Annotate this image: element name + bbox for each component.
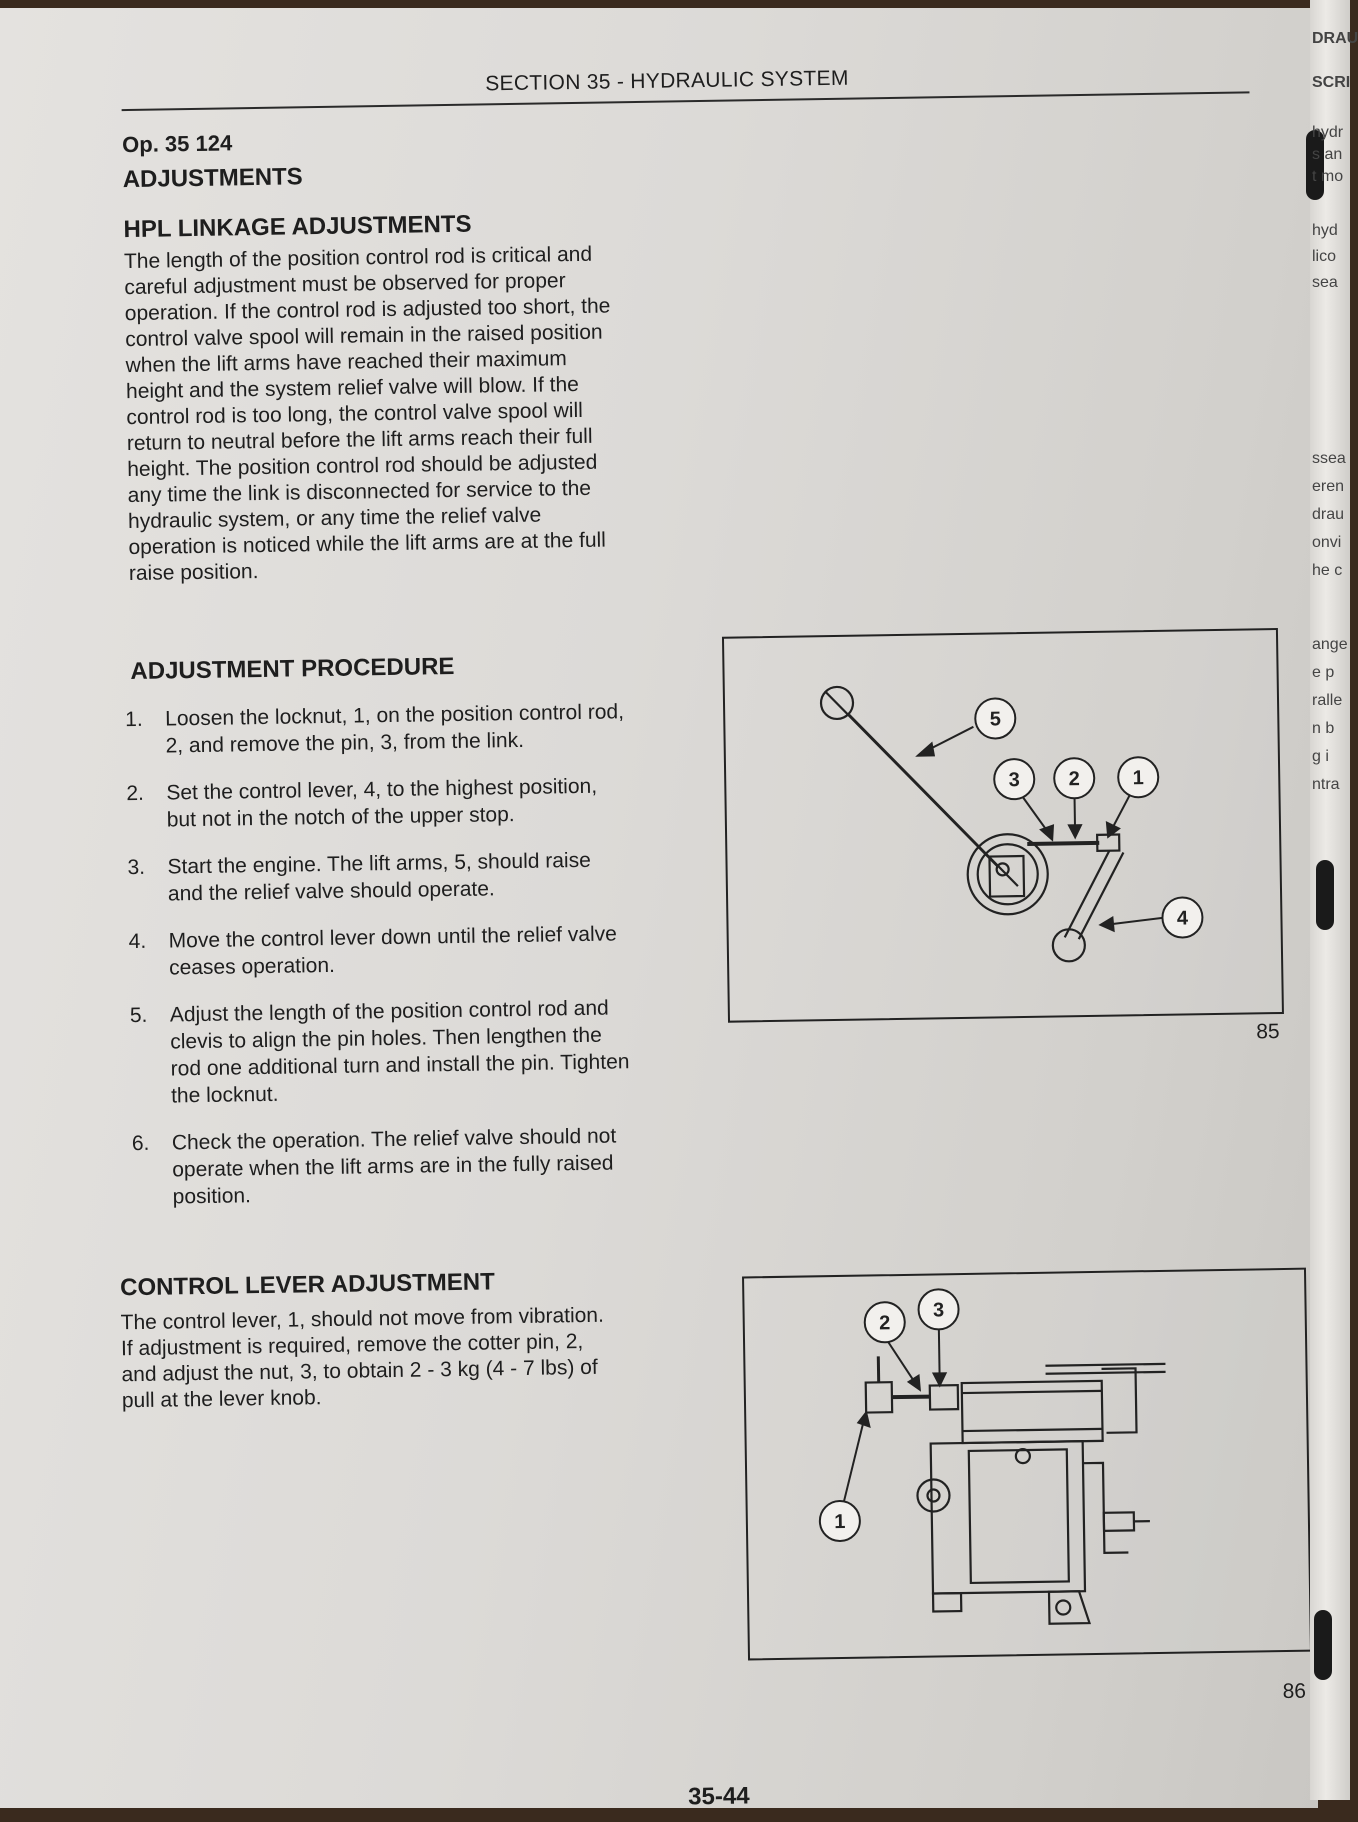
procedure-step [125, 698, 666, 760]
page-number: 35-44 [688, 1782, 750, 1811]
hpl-paragraph [124, 241, 657, 587]
section-header: SECTION 35 - HYDRAULIC SYSTEM [485, 67, 849, 97]
procedure-step [128, 920, 669, 982]
edge-fragment: g i [1312, 748, 1348, 766]
edge-fragment: hydr [1312, 124, 1348, 142]
step-line: Loosen the locknut, 1, on the position control rod, [165, 698, 665, 733]
manual-page [0, 8, 1318, 1808]
step-line: clevis to align the pin holes. Then lengthen the [170, 1021, 670, 1056]
header-rule [122, 91, 1250, 111]
callout-4: 4 [1177, 907, 1189, 929]
arrow-3 [1041, 826, 1053, 840]
edge-fragment: ntra [1312, 776, 1348, 794]
valve-upper-line [962, 1391, 1102, 1393]
control-valve-diagram [744, 1270, 1310, 1659]
side-bolt [1104, 1512, 1134, 1530]
step-line: operate when the lift arms are in the fully raised [172, 1149, 672, 1184]
step-line: ceases operation. [169, 947, 669, 982]
hpl-line: any time the link is disconnected for service to the [127, 475, 655, 509]
hpl-line: control rod is too long, the control valve spool will [126, 397, 654, 431]
upper-rod [1046, 1372, 1166, 1374]
step-line: but not in the notch of the upper stop. [167, 799, 667, 834]
step-line: rod one additional turn and install the pin. Tighten [170, 1048, 670, 1083]
edge-fragment: t mo [1312, 168, 1348, 186]
edge-fragment: ssea [1312, 450, 1348, 468]
next-page-edge [1310, 0, 1350, 1800]
step-line: 2, and remove the pin, 3, from the link. [165, 725, 665, 760]
hpl-line: height. The position control rod should be adjusted [127, 449, 655, 483]
step-line: Set the control lever, 4, to the highest position, [166, 772, 666, 807]
hpl-line: control valve spool will remain in the raised position [125, 319, 653, 353]
step-line: Move the control lever down until the relief valve [168, 920, 668, 955]
callout-3: 3 [1009, 769, 1020, 791]
step-number: 2. [126, 780, 144, 807]
control-lever-knob [1053, 929, 1085, 961]
arrow-86-1 [858, 1413, 869, 1427]
hpl-line: height and the system relief valve will blow. If the [126, 371, 654, 405]
edge-fragment: SCRI [1312, 74, 1348, 92]
control-lever-line: and adjust the nut, 3, to obtain 2 - 3 kg (4 - 7 lbs) of [121, 1353, 681, 1388]
arrow-86-2 [909, 1376, 920, 1390]
step-number: 3. [127, 854, 145, 881]
arrow-86-3 [934, 1373, 946, 1385]
callout-1: 1 [1133, 767, 1144, 789]
upper-rod [1045, 1364, 1165, 1366]
edge-fragment: eren [1312, 478, 1348, 496]
edge-fragment: ange [1312, 636, 1348, 654]
callout-86-1: 1 [834, 1511, 845, 1533]
hpl-line: The length of the position control rod is critical and [124, 241, 652, 275]
edge-fragment: sea [1312, 274, 1348, 292]
control-lever-line: pull at the lever knob. [122, 1379, 682, 1414]
valve-port [917, 1479, 949, 1511]
step-number: 5. [130, 1002, 148, 1029]
arrow-4 [1100, 918, 1113, 931]
arrow-5 [918, 743, 934, 755]
valve-main-body [931, 1441, 1085, 1593]
valve-right-bracket [1102, 1368, 1137, 1433]
edge-fragment: e p [1312, 664, 1348, 682]
edge-fragment: ralle [1312, 692, 1348, 710]
procedure-steps [125, 698, 673, 1231]
binding-hole [1316, 860, 1334, 930]
linkage-diagram [724, 630, 1282, 1021]
figure-86-number: 86 [1282, 1680, 1306, 1704]
callout-5: 5 [990, 708, 1001, 730]
control-lever-line: If adjustment is required, remove the cotter pin, 2, [121, 1327, 681, 1362]
figure-86 [742, 1268, 1312, 1661]
edge-fragment: n b [1312, 720, 1348, 738]
edge-fragment: onvi [1312, 534, 1348, 552]
control-lever-line: The control lever, 1, should not move from vibration. [120, 1301, 680, 1336]
edge-fragment: lico [1312, 248, 1348, 266]
valve-port-inner [927, 1489, 939, 1501]
step-line: Adjust the length of the position control rod and [170, 994, 670, 1029]
edge-fragment: s an [1312, 146, 1348, 164]
edge-fragment: he c [1312, 562, 1348, 580]
control-lever-paragraph [120, 1301, 682, 1414]
lever-shaft [892, 1397, 930, 1398]
hpl-line: operation is noticed while the lift arms are at the full [128, 527, 656, 561]
adjusting-nut [930, 1385, 958, 1409]
valve-side-plate [1083, 1462, 1128, 1553]
control-lever-bracket [866, 1382, 892, 1412]
procedure-step [132, 1122, 673, 1211]
hpl-line: operation. If the control rod is adjusted too short, the [125, 293, 653, 327]
base-bolt [933, 1593, 961, 1611]
step-line: and the relief valve should operate. [168, 873, 668, 908]
procedure-step [127, 846, 668, 908]
binding-hole [1314, 1610, 1332, 1680]
step-line: Check the operation. The relief valve should not [172, 1122, 672, 1157]
figure-85 [722, 628, 1284, 1023]
edge-fragment: DRAU [1312, 30, 1348, 48]
adjustments-heading: ADJUSTMENTS [122, 163, 302, 194]
base-nut [1056, 1600, 1070, 1614]
control-lever-heading: CONTROL LEVER ADJUSTMENT [120, 1268, 495, 1302]
procedure-step [130, 994, 672, 1110]
leader-86-2 [887, 1340, 916, 1384]
figure-85-number: 85 [1256, 1020, 1280, 1044]
hpl-line: raise position. [129, 553, 657, 587]
callout-86-3: 3 [933, 1299, 944, 1321]
arrow-2 [1069, 825, 1081, 837]
hpl-line: careful adjustment must be observed for proper [124, 267, 652, 301]
hpl-line: when the lift arms have reached their maximum [125, 345, 653, 379]
valve-upper-line [962, 1429, 1102, 1431]
step-number: 1. [125, 706, 143, 733]
callout-86-2: 2 [879, 1312, 890, 1334]
callout-2: 2 [1069, 768, 1080, 790]
step-line: position. [172, 1176, 672, 1211]
op-number: Op. 35 124 [122, 130, 232, 158]
step-line: Start the engine. The lift arms, 5, should raise [167, 846, 667, 881]
position-control-rod [1027, 843, 1099, 844]
hpl-line: hydraulic system, or any time the relief valve [128, 501, 656, 535]
procedure-heading: ADJUSTMENT PROCEDURE [130, 653, 454, 686]
hpl-heading: HPL LINKAGE ADJUSTMENTS [123, 211, 471, 244]
leader-4 [1106, 918, 1162, 925]
leader-86-3 [939, 1329, 940, 1377]
step-line: the locknut. [171, 1075, 671, 1110]
step-number: 4. [128, 928, 146, 955]
step-number: 6. [132, 1130, 150, 1157]
valve-face [969, 1449, 1069, 1583]
procedure-step [126, 772, 667, 834]
edge-fragment: hyd [1312, 222, 1348, 240]
edge-fragment: drau [1312, 506, 1348, 524]
hpl-line: return to neutral before the lift arms reach their full [127, 423, 655, 457]
leader-86-1 [842, 1419, 865, 1503]
